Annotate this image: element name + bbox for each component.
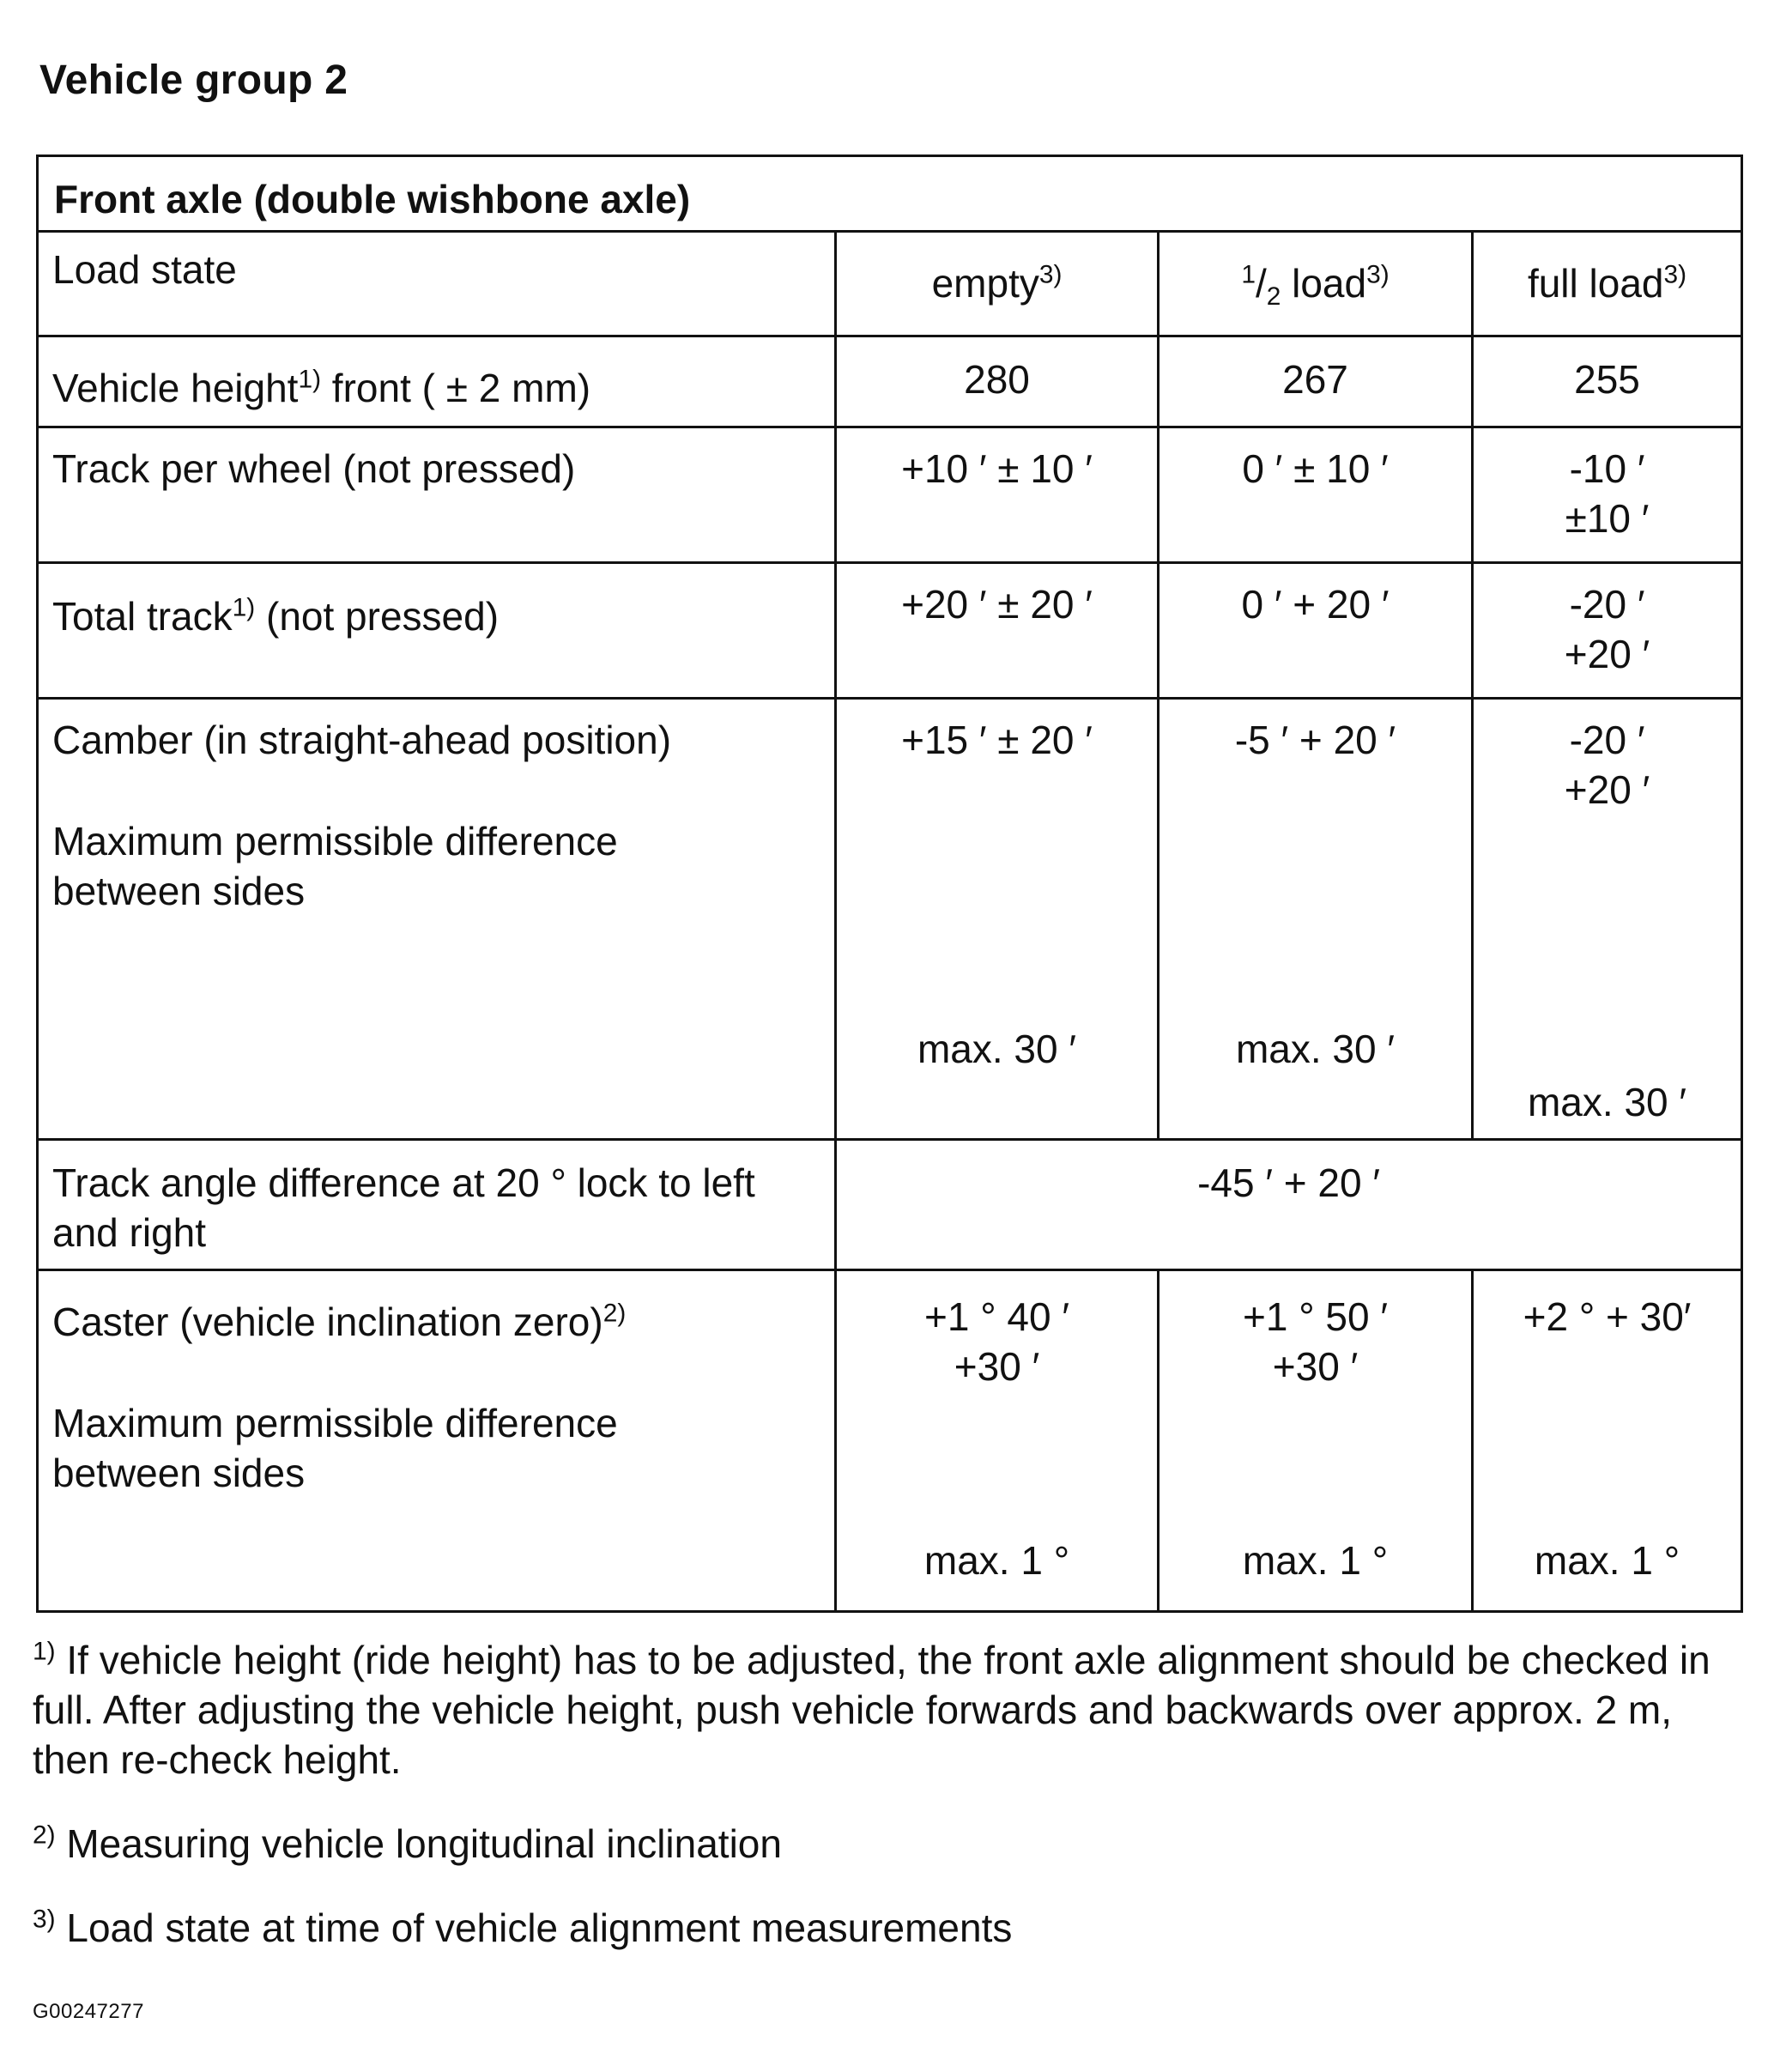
track-per-wheel-empty: +10 ′ ± 10 ′ (836, 427, 1159, 563)
empty-label: empty (931, 261, 1039, 306)
camber-label (38, 699, 836, 1140)
table-row-vehicle-height (38, 336, 1742, 427)
front-axle-spec-table (36, 154, 1743, 1613)
camber-half-value: -5 ′ + 20 ′ (1234, 718, 1396, 762)
total-track-full-line1: -20 ′ (1569, 582, 1645, 627)
vehicle-height-full: 255 (1473, 336, 1742, 427)
caster-half-line1: +1 ° 50 ′ (1243, 1294, 1388, 1339)
caster-half-line2: +30 ′ (1272, 1344, 1359, 1389)
footnote-ref-2: 2) (602, 1299, 627, 1328)
caster-full (1473, 1270, 1742, 1612)
camber-label-text: Camber (in straight-ahead position) (52, 718, 672, 762)
caster-max-full: max. 1 ° (1534, 1538, 1680, 1583)
footnote-text: If vehicle height (ride height) has to be adjusted, the front axle alignment should be checked in full. After adjusting the vehicle height, push vehicle forwards and backwards over approx. 2 m, then re-check height. (33, 1638, 1710, 1782)
camber-max-half: max. 30 ′ (1235, 1027, 1396, 1071)
footnote-mark: 1) (33, 1637, 56, 1666)
footnote-text: Load state at time of vehicle alignment measurements (55, 1905, 1013, 1950)
total-track-empty: +20 ′ ± 20 ′ (836, 563, 1159, 699)
footnote-mark: 2) (33, 1821, 56, 1850)
footnote-text: Measuring vehicle longitudinal inclination (55, 1821, 782, 1866)
table-row-track-per-wheel (38, 427, 1742, 563)
caster-max-empty: max. 1 ° (923, 1538, 1070, 1583)
total-track-label-suffix: (not pressed) (255, 594, 500, 639)
spacer (52, 1347, 822, 1398)
total-track-full-line2: +20 ′ (1564, 632, 1650, 676)
vehicle-height-half: 267 (1159, 336, 1473, 427)
camber-empty (836, 699, 1159, 1140)
track-angle-label-text: Track angle difference at 20 ° lock to left and right (52, 1160, 755, 1255)
footnotes (33, 1635, 1741, 1987)
vehicle-height-empty: 280 (836, 336, 1159, 427)
table-row-caster (38, 1270, 1742, 1612)
load-state-half (1159, 232, 1473, 336)
caster-half (1159, 1270, 1473, 1612)
page-heading: Vehicle group 2 (39, 58, 348, 103)
footnote-3 (33, 1903, 1741, 1953)
caster-label-text: Caster (vehicle inclination zero) (52, 1300, 603, 1344)
caster-label-line (52, 1297, 822, 1347)
total-track-half: 0 ′ + 20 ′ (1159, 563, 1473, 699)
track-per-wheel-label: Track per wheel (not pressed) (38, 427, 836, 563)
caster-empty-line1: +1 ° 40 ′ (924, 1294, 1069, 1339)
load-state-empty (836, 232, 1159, 336)
half-numerator: 1 (1241, 260, 1256, 289)
caster-empty (836, 1270, 1159, 1612)
half-load-word: load (1281, 261, 1367, 306)
track-angle-value: -45 ′ + 20 ′ (836, 1140, 1742, 1270)
camber-full (1473, 699, 1742, 1140)
total-track-full (1473, 563, 1742, 699)
camber-empty-value: +15 ′ ± 20 ′ (901, 718, 1093, 762)
table-row-total-track (38, 563, 1742, 699)
total-track-label-text: Total track (52, 594, 233, 639)
footnote-ref-3: 3) (1663, 260, 1687, 289)
footnote-2 (33, 1819, 1741, 1869)
footnote-ref-1: 1) (298, 365, 322, 394)
camber-max-diff-label: Maximum permissible difference between sides (52, 819, 618, 913)
half-slash: / (1255, 261, 1267, 306)
vehicle-height-label-text: Vehicle height (52, 366, 299, 410)
track-per-wheel-full-line1: -10 ′ (1569, 446, 1645, 491)
track-per-wheel-full-line2: ±10 ′ (1565, 496, 1650, 541)
track-per-wheel-full (1473, 427, 1742, 563)
footnote-ref-3: 3) (1038, 260, 1063, 289)
footnote-ref-1: 1) (232, 593, 256, 622)
figure-code: G00247277 (33, 2000, 144, 2023)
caster-full-value: +2 ° + 30′ (1523, 1294, 1692, 1339)
vehicle-height-label (38, 336, 836, 427)
table-row-load-state (38, 232, 1742, 336)
footnote-1 (33, 1635, 1741, 1784)
camber-max-full: max. 30 ′ (1527, 1080, 1687, 1124)
load-state-label (38, 232, 836, 336)
track-per-wheel-half: 0 ′ ± 10 ′ (1159, 427, 1473, 563)
load-state-full (1473, 232, 1742, 336)
half-denominator: 2 (1266, 282, 1281, 311)
camber-full-line1: -20 ′ (1569, 718, 1645, 762)
camber-full-line2: +20 ′ (1564, 767, 1650, 812)
footnote-mark: 3) (33, 1905, 56, 1934)
table-title-row (38, 156, 1742, 232)
table-title: Front axle (double wishbone axle) (38, 156, 1742, 232)
caster-empty-line2: +30 ′ (954, 1344, 1040, 1389)
footnote-ref-3: 3) (1366, 260, 1390, 289)
track-angle-label (38, 1140, 836, 1270)
caster-max-half: max. 1 ° (1242, 1538, 1389, 1583)
caster-max-diff-label: Maximum permissible difference between sides (52, 1401, 618, 1495)
table-row-track-angle (38, 1140, 1742, 1270)
camber-max-empty: max. 30 ′ (917, 1027, 1077, 1071)
spacer (52, 765, 822, 816)
total-track-label (38, 563, 836, 699)
table-row-camber (38, 699, 1742, 1140)
full-load-label: full load (1527, 261, 1664, 306)
caster-label (38, 1270, 836, 1612)
camber-half (1159, 699, 1473, 1140)
vehicle-height-label-suffix: front ( ± 2 mm) (321, 366, 591, 410)
load-state-label-text: Load state (52, 247, 237, 292)
